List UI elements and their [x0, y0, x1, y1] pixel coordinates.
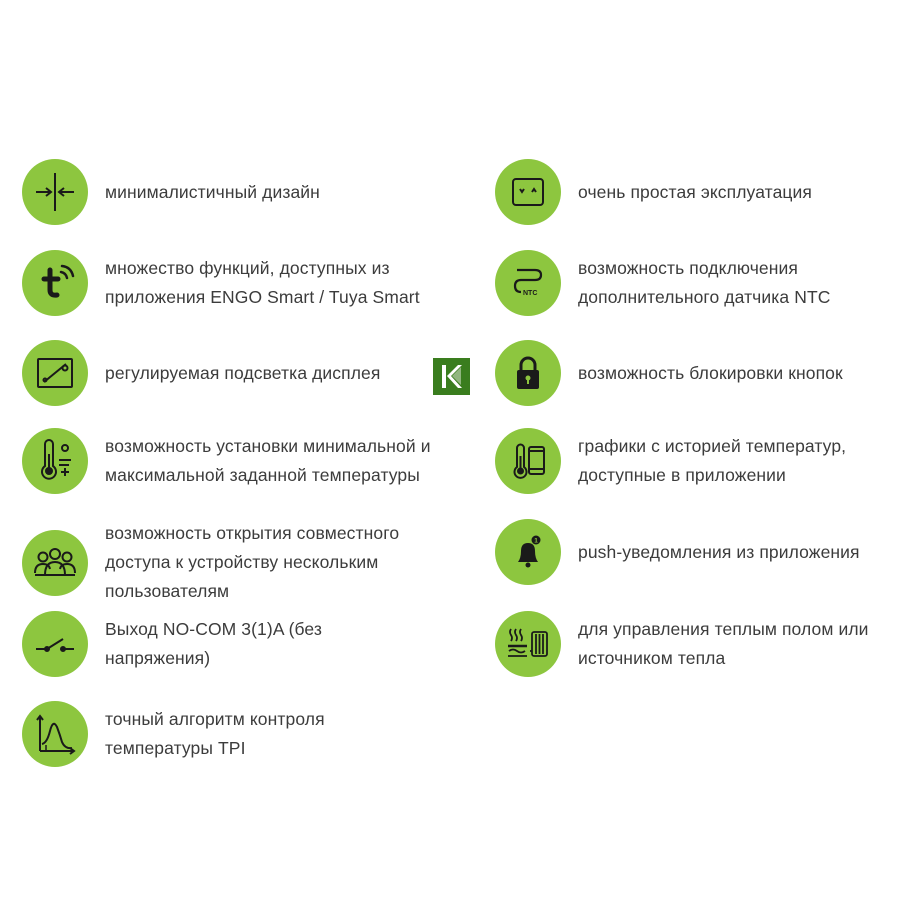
thermometer-phone-icon	[495, 428, 561, 494]
feature-label: минималистичный дизайн	[105, 181, 320, 202]
feature-label: возможность подключения дополнительного датчика NTC	[578, 258, 831, 307]
padlock-icon	[495, 340, 561, 406]
display-backlight-icon	[22, 340, 88, 406]
tuya-app-icon	[22, 250, 88, 316]
feature-app-functions	[22, 250, 425, 316]
feature-no-com-output	[22, 611, 405, 677]
brand-logo	[433, 358, 470, 395]
feature-simple-operation	[495, 159, 812, 225]
feature-backlight	[22, 340, 380, 406]
thermometer-min-max-icon	[22, 428, 88, 494]
feature-label: множество функций, доступных из приложения ENGO Smart / Tuya Smart	[105, 258, 420, 307]
feature-label: push-уведомления из приложения	[578, 541, 860, 562]
feature-push-notifications	[495, 519, 860, 585]
feature-min-max-temp	[22, 428, 450, 494]
feature-floor-heating	[495, 611, 908, 677]
feature-label: Выход NO-COM 3(1)A (без напряжения)	[105, 619, 323, 668]
users-group-icon	[22, 530, 88, 596]
ntc-sensor-icon	[495, 250, 561, 316]
feature-label: регулируемая подсветка дисплея	[105, 362, 381, 383]
feature-shared-access	[22, 519, 445, 606]
smiley-screen-icon	[495, 159, 561, 225]
feature-button-lock	[495, 340, 843, 406]
feature-temp-history	[495, 428, 878, 494]
bell-notification-icon	[495, 519, 561, 585]
floor-heating-radiator-icon	[495, 611, 561, 677]
feature-label: графики с историей температур, доступные в приложении	[578, 436, 847, 485]
feature-tpi	[22, 701, 405, 767]
arrows-inward-icon	[22, 159, 88, 225]
feature-label: возможность открытия совместного доступа к устройству нескольким пользователям	[105, 523, 400, 601]
feature-ntc-sensor	[495, 250, 878, 316]
tpi-curve-icon	[22, 701, 88, 767]
feature-label: для управления теплым полом или источником тепла	[578, 619, 869, 668]
ntc-label: NTC	[523, 290, 538, 297]
relay-switch-icon	[22, 611, 88, 677]
feature-label: точный алгоритм контроля температуры TPI	[105, 709, 325, 758]
feature-minimal-design	[22, 159, 320, 225]
feature-label: возможность блокировки кнопок	[578, 362, 843, 383]
notification-count: 1	[534, 537, 538, 545]
feature-label: возможность установки минимальной и максимальной заданной температуры	[105, 436, 431, 485]
feature-label: очень простая эксплуатация	[578, 181, 812, 202]
